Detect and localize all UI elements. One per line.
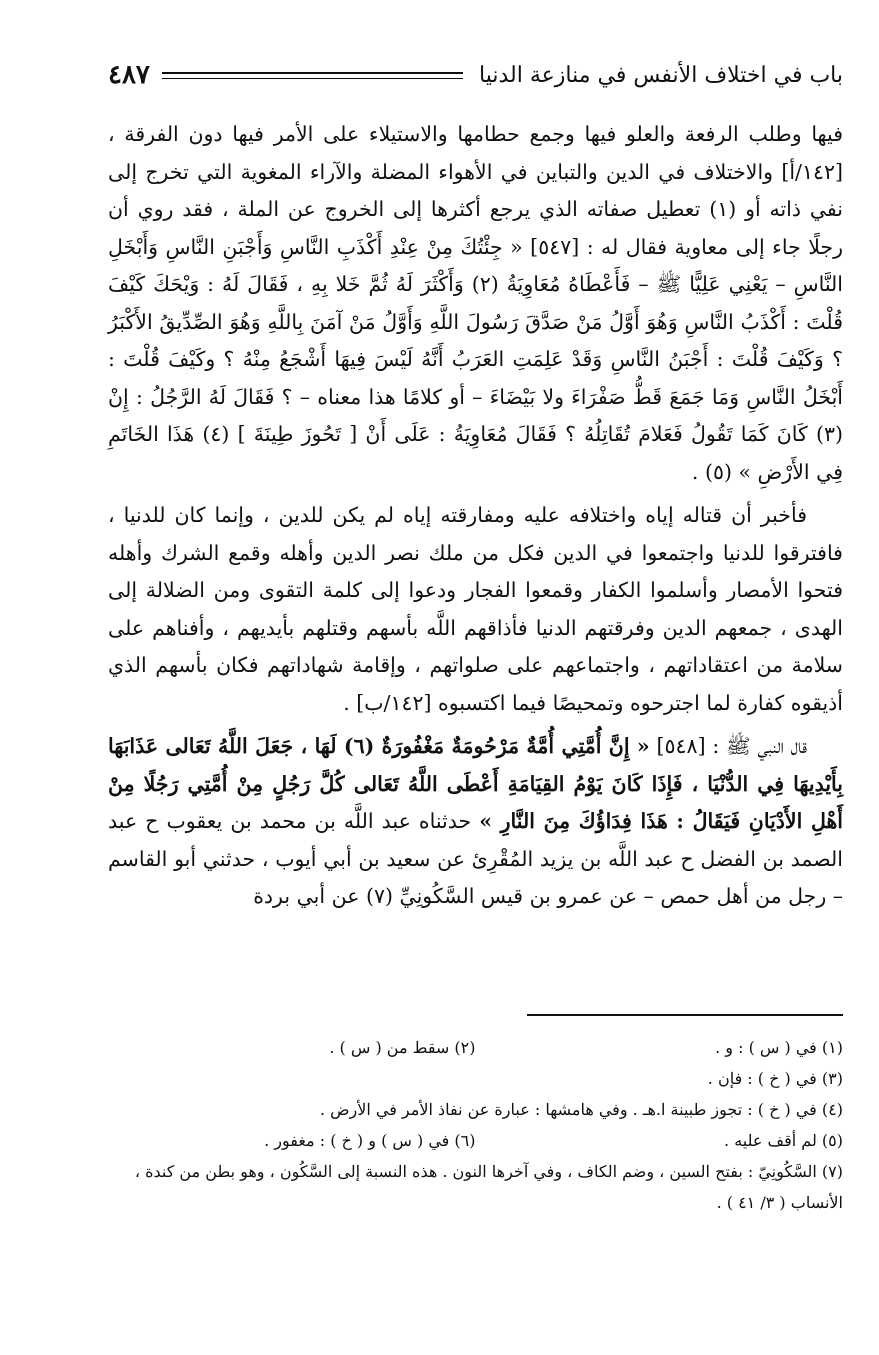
running-header — [108, 54, 843, 96]
footnote-6: (٦) في ( س ) و ( خ ) : مغفور . — [264, 1131, 476, 1150]
footnote-3: (٣) في ( خ ) : فإن . — [707, 1069, 843, 1088]
hadith-text: « إِنَّ أُمَّتِي أُمَّةٌ مَرْحُومَةٌ مَغْفُورَةٌ (٦) لَهَا ، جَعَلَ اللَّهُ تَعَالى عَذَابَهَا بِأَيْدِيهَا فِي الدُّنْيَا ، فَإِذَا كَانَ يَوْمُ القِيَامَةِ أَعْطَى اللَّهُ تَعَالى كُلَّ رَجُلٍ مِنْ أُمَّتِي رَجُلًا مِنْ أَهْلِ الأَدْيَانِ فَيَقَالُ : هَذَا فِدَاؤُكَ مِنَ النَّارِ » — [108, 734, 843, 833]
footnote-separator — [527, 1014, 843, 1016]
paragraph-3-isnad: حدثناه عبد اللَّه بن محمد بن يعقوب ح عبد الصمد بن الفضل ح عبد اللَّه بن يزيد المُقْرِئ عن سعيد بن أبي أيوب ، حدثني أبو القاسم – رجل من أهل حمص – عن عمرو بن قيس السَّكُونِيِّ (٧) عن أبي بردة — [108, 809, 843, 908]
book-page — [108, 54, 843, 1314]
paragraph-3-intro: قال النبي ﷺ : [٥٤٨] — [649, 734, 808, 758]
footnote-4: (٤) في ( خ ) : تجوز طبينة ا.هـ . وفي هامشها : عبارة عن نفاذ الأمر في الأرض . — [319, 1100, 843, 1119]
footnote-2: (٢) سقط من ( س ) . — [329, 1038, 476, 1057]
page-number: ٤٨٧ — [108, 60, 150, 90]
paragraph-1: فيها وطلب الرفعة والعلو فيها وجمع حطامها والاستيلاء على الأمر فيها دون الفرقة ، [١٤٢/أ] والاختلاف في الدين والتباين في الأهواء المضلة والآراء المغوية التي تخرج إلى نفي ذاته أو (١) تعطيل صفاته الذي يرجع أكثرها إلى الخروج عن الملة ، فقد روي أن رجلًا جاء إلى معاوية فقال له : [٥٤٧] « جِئْتُكَ مِنْ عِنْدِ أَكْذَبِ النَّاسِ وَأَجْبَنِ النَّاسِ وَأَبْخَلِ النَّاسِ – يَعْنِي عَلِيًّا ﷺ – فَأَعْطَاهُ مُعَاوِيَةُ (٢) وَأَكْثَرَ لَهُ ثُمَّ خَلا بِهِ ، فَقَالَ لَهُ : وَيْحَكَ كَيْفَ قُلْتَ : أَكْذَبُ النَّاسِ وَهُوَ أَوَّلُ مَنْ صَدَّقَ رَسُولَ اللَّهِ وَأَوَّلُ مَنْ آمَنَ بِاللَّهِ وَهُوَ الصِّدِّيقُ الأَكْبَرُ ؟ وَكَيْفَ قُلْتَ : أَجْبَنُ النَّاسِ وَقَدْ عَلِمَتِ العَرَبُ أَنَّهُ لَيْسَ فِيهَا أَشْجَعُ مِنْهُ ؟ وكَيْفَ قُلْتَ : أَبْخَلُ النَّاسِ وَمَا جَمَعَ قَطُّ صَفْرَاءَ ولا بَيْضَاءَ – أو كلامًا هذا معناه – ؟ فَقَالَ لَهُ الرَّجُلُ : إِنْ (٣) كَانَ كَمَا تَقُولُ فَعَلامَ تُقَاتِلُهُ ؟ فَقَالَ مُعَاوِيَةُ : عَلَى أَنْ [ تَحُوزَ طِينَةَ ] (٤) هَذَا الخَاتَمِ فِي الأَرْضِ » (٥) . — [108, 122, 844, 484]
footnote-row — [108, 1156, 843, 1218]
footnote-7: (٧) السَّكُونِيّ : بفتح السين ، وضم الكاف ، وفي آخرها النون . هذه النسبة إلى السَّكُون ، وهو بطن من كندة ، الأنساب ( ٣/ ٤١ ) . — [134, 1162, 843, 1212]
footnote-1: (١) في ( س ) : و . — [715, 1038, 843, 1057]
footnote-5: (٥) لم أقف عليه . — [724, 1131, 843, 1150]
main-text — [108, 116, 843, 916]
footnote-row — [108, 1032, 843, 1063]
header-title: باب في اختلاف الأنفس في منازعة الدنيا — [479, 62, 843, 88]
footnote-row — [108, 1125, 843, 1156]
paragraph-2: فأخبر أن قتاله إياه واختلافه عليه ومفارقته إياه لم يكن للدين ، وإنما كان للدنيا ، فافترقوا للدنيا واجتمعوا في الدين فكل من ملك نصر الدين وأهله وقمع الشرك وأهله فتحوا الأمصار وأسلموا الكفار وقمعوا الفجار ودعوا إلى كلمة التقوى ومن الضلالة إلى الهدى ، جمعهم الدين وفرقتهم الدنيا فأذاقهم اللَّه بأسهم وقتلهم بأيديهم ، وأفناهم على سلامة من اعتقاداتهم ، واجتماعهم على صلواتهم ، وإقامة شهاداتهم فكان بأسهم الذي أذيقوه كفارة لما اجترحوه وتمحيصًا فيما اكتسبوه [١٤٢/ب] . — [108, 503, 843, 715]
paragraph-3 — [108, 728, 843, 916]
footnotes — [108, 1032, 843, 1218]
footnote-row — [108, 1063, 843, 1094]
header-rule — [162, 72, 463, 79]
footnote-row — [108, 1094, 843, 1125]
